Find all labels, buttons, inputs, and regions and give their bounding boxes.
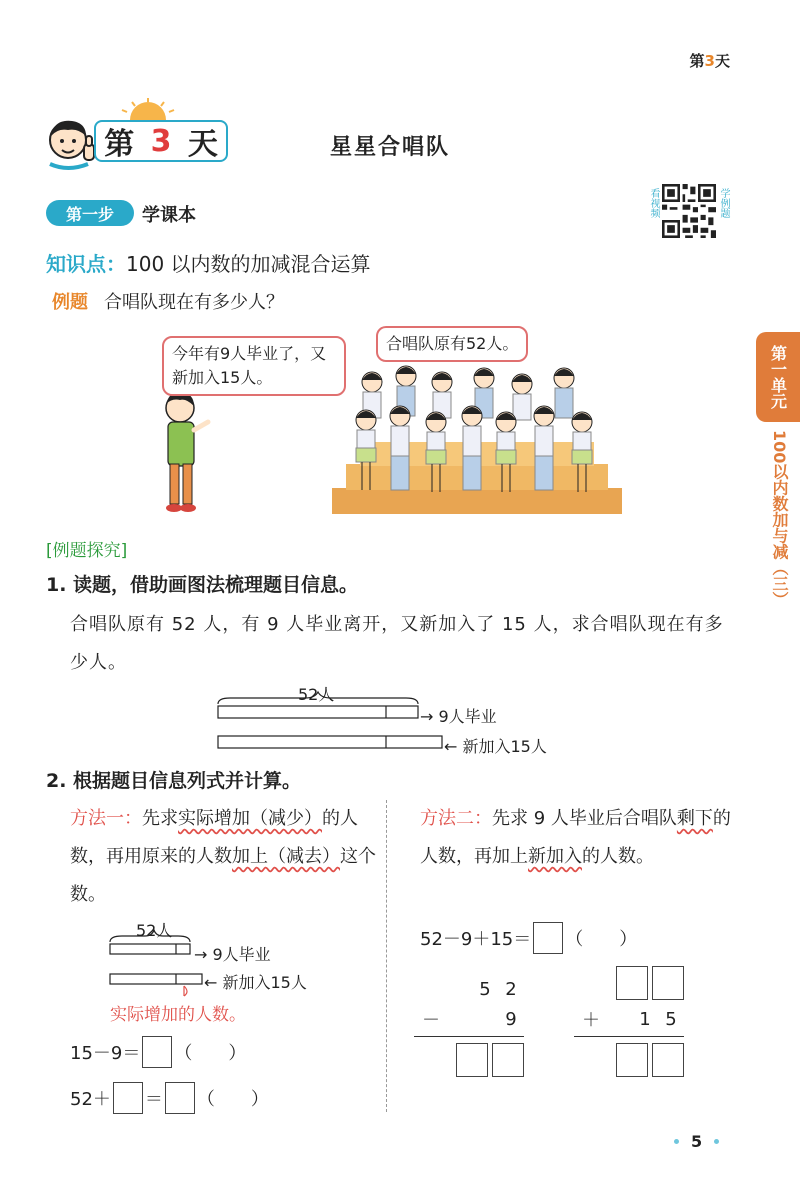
bar2-note-label: 实际增加的人数。 [110,1005,246,1025]
bar1-grad-label: → 9人毕业 [420,707,497,726]
answer-box[interactable] [652,966,684,1000]
page-number: 5 [674,1132,719,1151]
qr-code-icon [662,184,716,238]
qr-left-text: 看视频 [648,188,659,218]
answer-box[interactable] [113,1082,143,1114]
answer-box[interactable] [142,1036,172,1068]
day-badge: 第 3 天 [94,120,228,162]
bar2-total-label: 52人 [136,921,173,940]
teacher-figure [166,392,208,512]
teacher-speech-bubble: 今年有9人毕业了，又新加入15人。 [162,336,346,396]
example-question: 例题 合唱队现在有多少人？ [52,292,284,313]
answer-box[interactable] [533,922,563,954]
choir-thought-bubble: 合唱队原有52人。 [376,326,528,362]
method-divider [386,800,387,1112]
bar1-total-label: 52人 [298,685,335,704]
answer-box[interactable] [456,1043,488,1077]
bar-model-1 [210,680,610,760]
method1-equation-1: 15－9＝ （ ） [70,1036,246,1068]
answer-box[interactable] [652,1043,684,1077]
unit-title: 100以内数加与减（三） [770,430,789,608]
qr-code-block[interactable] [648,184,730,240]
bar2-grad-label: → 9人毕业 [194,945,271,964]
boy-thumbs-up-icon [42,114,100,172]
method2-equation: 52－9＋15＝ （ ） [420,922,637,954]
answer-box[interactable] [616,1043,648,1077]
dot-icon [674,1139,679,1144]
bar2-new-label: ← 新加入15人 [204,973,307,992]
vertical-subtraction: 5 2 － 9 [414,974,524,1077]
step-label: 学课本 [142,205,196,226]
bar1-new-label: ← 新加入15人 [444,737,547,756]
method2-text: 方法二：先求 9 人毕业后合唱队剩下的人数，再加上新加入的人数。 [420,808,731,867]
method1-text: 方法一：先求实际增加（减少）的人数，再用原来的人数加上（减去）这个数。 [70,808,376,905]
qr-right-text: 学例题 [718,188,729,218]
vertical-addition: ＋ 1 5 [574,966,684,1077]
step-tag: 第一步 [46,200,134,226]
answer-box[interactable] [165,1082,195,1114]
answer-box[interactable] [616,966,648,1000]
step2-title: 2. 根据题目信息列式并计算。 [46,770,302,792]
corner-day-label: 第3天 [689,52,730,70]
step1-title: 1. 读题，借助画图法梳理题目信息。 [46,574,359,596]
dot-icon [714,1139,719,1144]
knowledge-point: 知识点：100 以内数的加减混合运算 [46,252,371,276]
answer-box[interactable] [492,1043,524,1077]
method1-equation-2: 52＋ ＝ （ ） [70,1082,269,1114]
unit-tab[interactable]: 第一单元 [756,332,800,422]
step1-text: 合唱队原有 52 人，有 9 人毕业离开，又新加入了 15 人，求合唱队现在有多少人。 [70,614,724,673]
explore-heading: [例题探究] [46,541,128,561]
page-title: 星星合唱队 [330,135,451,160]
